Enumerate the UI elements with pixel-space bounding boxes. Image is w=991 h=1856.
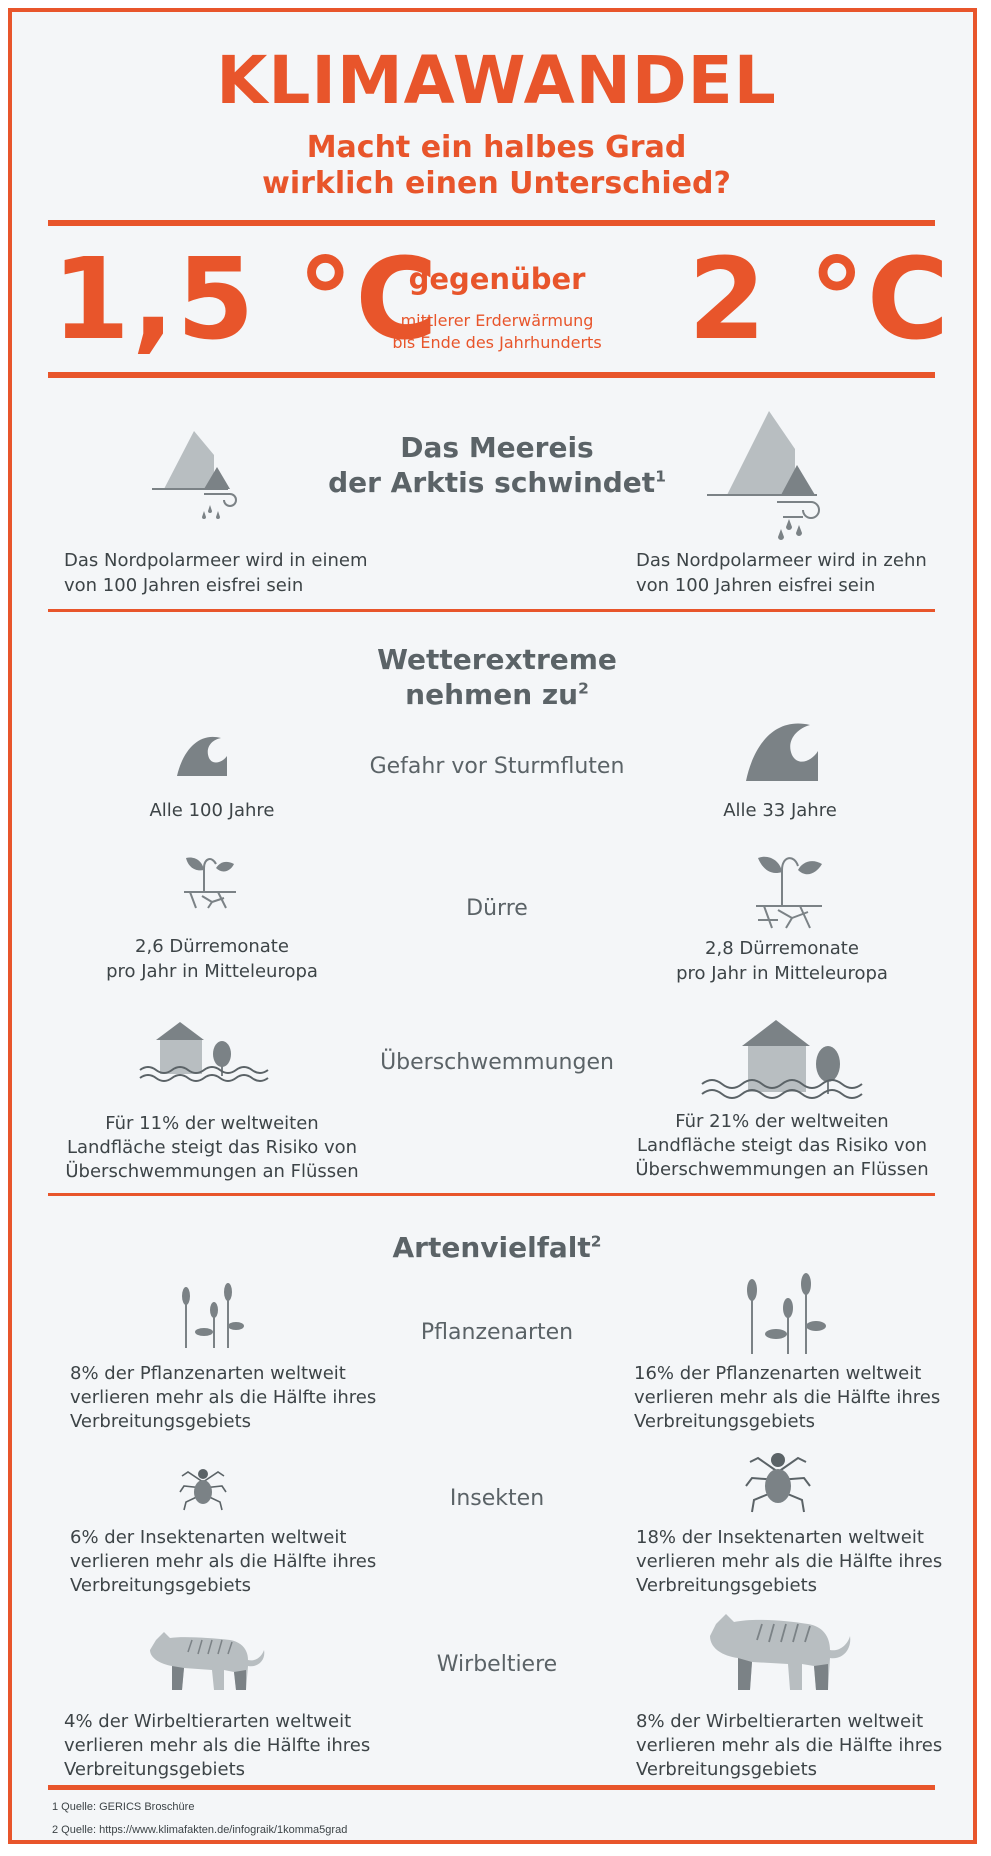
vertebrates-left-text	[64, 1710, 424, 1782]
drought-left-line-2: pro Jahr in Mitteleuropa	[106, 961, 318, 982]
footnote-marker: 1	[655, 467, 666, 486]
vertebrates-left-line-1: 4% der Wirbeltierarten weltweit	[64, 1711, 352, 1732]
divider	[48, 220, 935, 226]
drought-right-line-2: pro Jahr in Mitteleuropa	[676, 963, 888, 984]
flood-label: Überschwemmungen	[380, 1050, 614, 1075]
seaice-left-line-2: von 100 Jahren eisfrei sein	[64, 575, 304, 596]
plants-left-line-2: verlieren mehr als die Hälfte ihres	[70, 1387, 377, 1408]
insects-left-line-3: Verbreitungsgebiets	[70, 1575, 252, 1596]
drought-label: Dürre	[466, 896, 528, 921]
drought-plant-icon	[182, 850, 238, 910]
insects-left-line-2: verlieren mehr als die Hälfte ihres	[70, 1551, 377, 1572]
storm-left-text: Alle 100 Jahre	[149, 800, 275, 821]
insects-left-text	[70, 1526, 430, 1598]
insects-right-line-3: Verbreitungsgebiets	[636, 1575, 818, 1596]
source-2: 2 Quelle: https://www.klimafakten.de/infograik/1komma5grad	[52, 1824, 348, 1836]
flood-right-text	[622, 1110, 942, 1182]
flood-right-line-3: Überschwemmungen an Flüssen	[635, 1159, 929, 1180]
comparison-label: gegenüber	[408, 262, 586, 296]
plants-icon	[742, 1274, 826, 1354]
plants-right-line-1: 16% der Pflanzenarten weltweit	[634, 1363, 922, 1384]
plants-left-line-3: Verbreitungsgebiets	[70, 1411, 252, 1432]
plants-left-line-1: 8% der Pflanzenarten weltweit	[70, 1363, 346, 1384]
plants-left-text	[70, 1362, 430, 1434]
insects-left-line-1: 6% der Insektenarten weltweit	[70, 1527, 347, 1548]
flood-right-line-2: Landfläche steigt das Risiko von	[636, 1135, 928, 1156]
seaice-heading-line-1: Das Meereis	[400, 431, 594, 464]
weather-heading-line-1: Wetterextreme	[377, 643, 617, 676]
divider	[48, 609, 935, 612]
drought-right-text	[642, 936, 922, 986]
wave-icon	[746, 717, 818, 781]
left-temperature: 1,5 °C	[52, 235, 440, 365]
drought-left-line-1: 2,6 Dürremonate	[135, 936, 289, 957]
plants-right-line-3: Verbreitungsgebiets	[634, 1411, 816, 1432]
divider	[48, 1193, 935, 1196]
vertebrates-right-text	[636, 1710, 991, 1782]
insect-icon	[180, 1464, 226, 1512]
plants-right-line-2: verlieren mehr als die Hälfte ihres	[634, 1387, 941, 1408]
insects-right-text	[636, 1526, 991, 1598]
insects-label: Insekten	[449, 1486, 545, 1511]
seaice-heading-line-2: der Arktis schwindet	[328, 466, 656, 499]
flood-right-line-1: Für 21% der weltweiten	[675, 1111, 889, 1132]
plants-right-text	[634, 1362, 991, 1434]
iceberg-icon	[152, 417, 262, 517]
iceberg-icon	[707, 407, 847, 547]
seaice-heading	[302, 430, 692, 500]
flooded-house-icon	[702, 1018, 872, 1102]
seaice-right-line-2: von 100 Jahren eisfrei sein	[636, 575, 876, 596]
wave-icon	[177, 732, 227, 776]
vertebrates-right-line-3: Verbreitungsgebiets	[636, 1759, 818, 1780]
drought-plant-icon	[754, 848, 824, 932]
storm-label: Gefahr vor Sturmfluten	[369, 754, 625, 779]
tiger-icon	[144, 1626, 272, 1692]
weather-heading-line-2: nehmen zu	[405, 678, 579, 711]
flooded-house-icon	[140, 1020, 268, 1084]
flood-left-text	[52, 1112, 372, 1184]
divider	[48, 1785, 935, 1790]
weather-heading	[302, 642, 692, 712]
page-title: KLIMAWANDEL	[216, 42, 777, 119]
comparison-sub-1: mittlerer Erderwärmung	[400, 311, 594, 330]
seaice-right-line-1: Das Nordpolarmeer wird in zehn	[636, 550, 927, 571]
infographic	[8, 8, 977, 1844]
vertebrates-right-line-2: verlieren mehr als die Hälfte ihres	[636, 1735, 943, 1756]
drought-left-text	[72, 934, 352, 984]
comparison-sub-2: bis Ende des Jahrhunderts	[392, 333, 602, 352]
vertebrates-left-line-3: Verbreitungsgebiets	[64, 1759, 246, 1780]
source-1: 1 Quelle: GERICS Broschüre	[52, 1801, 195, 1813]
seaice-left-text	[64, 548, 404, 598]
vertebrates-left-line-2: verlieren mehr als die Hälfte ihres	[64, 1735, 371, 1756]
insects-right-line-2: verlieren mehr als die Hälfte ihres	[636, 1551, 943, 1572]
seaice-right-text	[636, 548, 976, 598]
subtitle-line-2: wirklich einen Unterschied?	[262, 166, 731, 201]
comparison-sublabel	[347, 310, 647, 354]
biodiversity-heading-text: Artenvielfalt	[392, 1231, 591, 1264]
insect-icon	[746, 1446, 810, 1516]
vertebrates-label: Wirbeltiere	[436, 1652, 558, 1677]
seaice-left-line-1: Das Nordpolarmeer wird in einem	[64, 550, 368, 571]
flood-left-line-1: Für 11% der weltweiten	[105, 1113, 319, 1134]
flood-left-line-3: Überschwemmungen an Flüssen	[65, 1161, 359, 1182]
tiger-icon	[702, 1606, 860, 1692]
plants-label: Pflanzenarten	[420, 1320, 574, 1345]
right-temperature: 2 °C	[688, 235, 952, 365]
storm-right-text: Alle 33 Jahre	[723, 800, 837, 821]
plants-icon	[176, 1284, 244, 1348]
flood-left-line-2: Landfläche steigt das Risiko von	[66, 1137, 358, 1158]
page-subtitle	[12, 130, 981, 202]
divider	[48, 372, 935, 378]
subtitle-line-1: Macht ein halbes Grad	[306, 130, 687, 165]
footnote-marker: 2	[590, 1232, 602, 1251]
footnote-marker: 2	[578, 679, 589, 698]
vertebrates-right-line-1: 8% der Wirbeltierarten weltweit	[636, 1711, 924, 1732]
insects-right-line-1: 18% der Insektenarten weltweit	[636, 1527, 924, 1548]
drought-right-line-1: 2,8 Dürremonate	[705, 938, 859, 959]
biodiversity-heading	[302, 1230, 692, 1265]
